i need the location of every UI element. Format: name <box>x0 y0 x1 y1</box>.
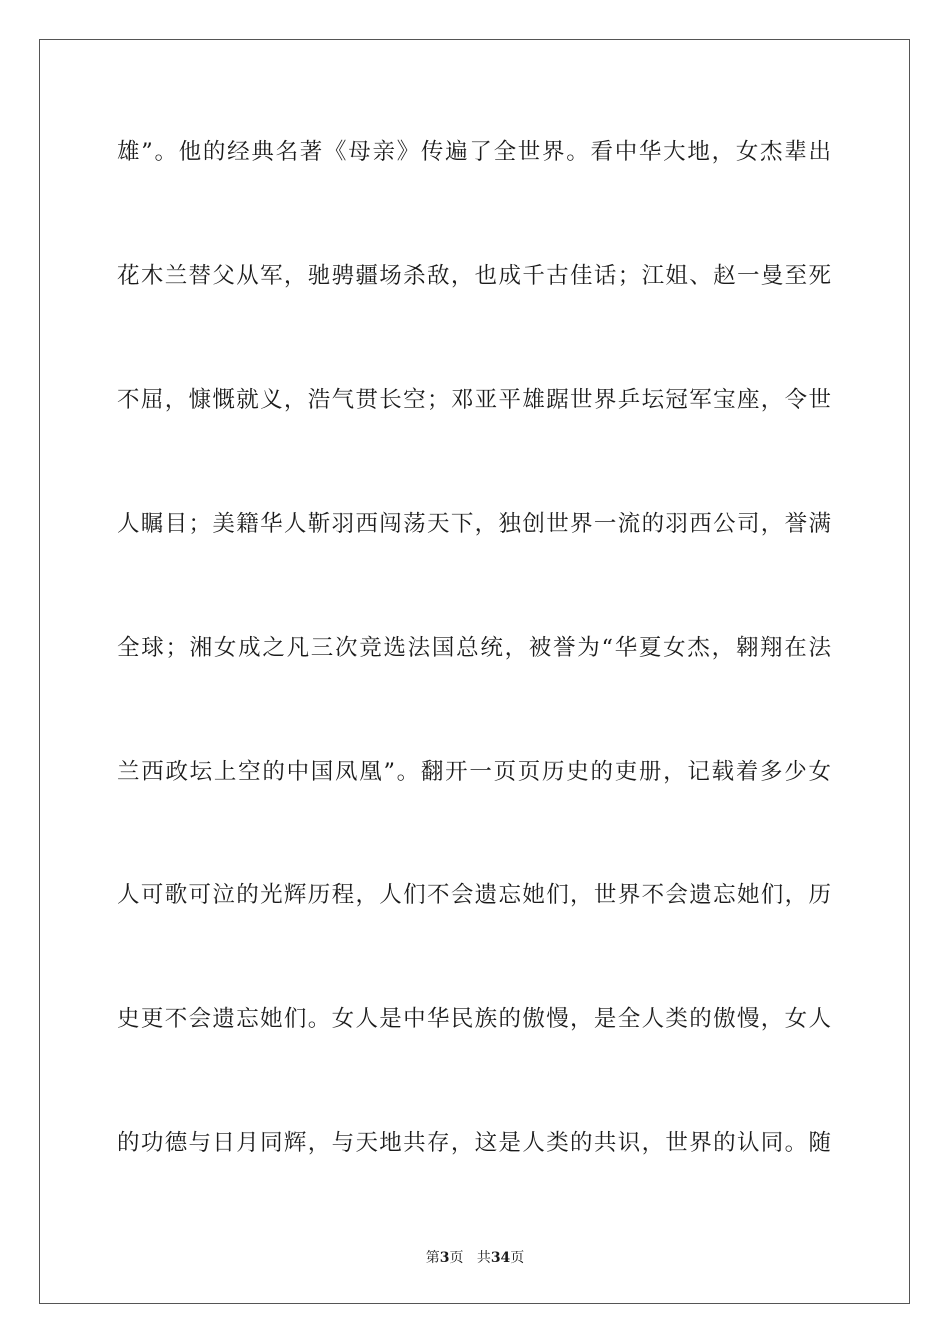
body-text-line-6: 兰西政坛上空的中国凤凰”。翻开一页页历史的吏册，记载着多少女 <box>117 759 831 785</box>
footer-page-suffix: 页 <box>449 1250 464 1266</box>
current-page-number: 3 <box>439 1250 450 1266</box>
body-text-line-8: 史更不会遗忘她们。女人是中华民族的傲慢，是全人类的傲慢，女人 <box>117 1006 831 1032</box>
body-text-line-9: 的功德与日月同辉，与天地共存，这是人类的共识，世界的认同。随 <box>117 1130 831 1156</box>
page-border <box>39 39 910 1304</box>
body-text-line-7: 人可歌可泣的光辉历程，人们不会遗忘她们，世界不会遗忘她们，历 <box>117 882 831 908</box>
body-text-line-3: 不屈，慷慨就义，浩气贯长空；邓亚平雄踞世界乒坛冠军宝座，令世 <box>117 387 831 413</box>
body-text-line-4: 人瞩目；美籍华人靳羽西闯荡天下，独创世界一流的羽西公司，誉满 <box>117 511 831 537</box>
footer-total-suffix: 页 <box>510 1250 525 1266</box>
body-text-line-5: 全球；湘女成之凡三次竞选法国总统，被誉为“华夏女杰，翱翔在法 <box>117 635 831 661</box>
total-pages-number: 34 <box>490 1250 511 1266</box>
page-number-footer <box>0 1248 950 1268</box>
body-text-line-1: 雄”。他的经典名著《母亲》传遍了全世界。看中华大地，女杰辈出 <box>117 139 831 165</box>
footer-prefix: 第 <box>425 1250 440 1266</box>
body-text-line-2: 花木兰替父从军，驰骋疆场杀敌，也成千古佳话；江姐、赵一曼至死 <box>117 263 831 289</box>
footer-total-prefix: 共 <box>476 1250 491 1266</box>
